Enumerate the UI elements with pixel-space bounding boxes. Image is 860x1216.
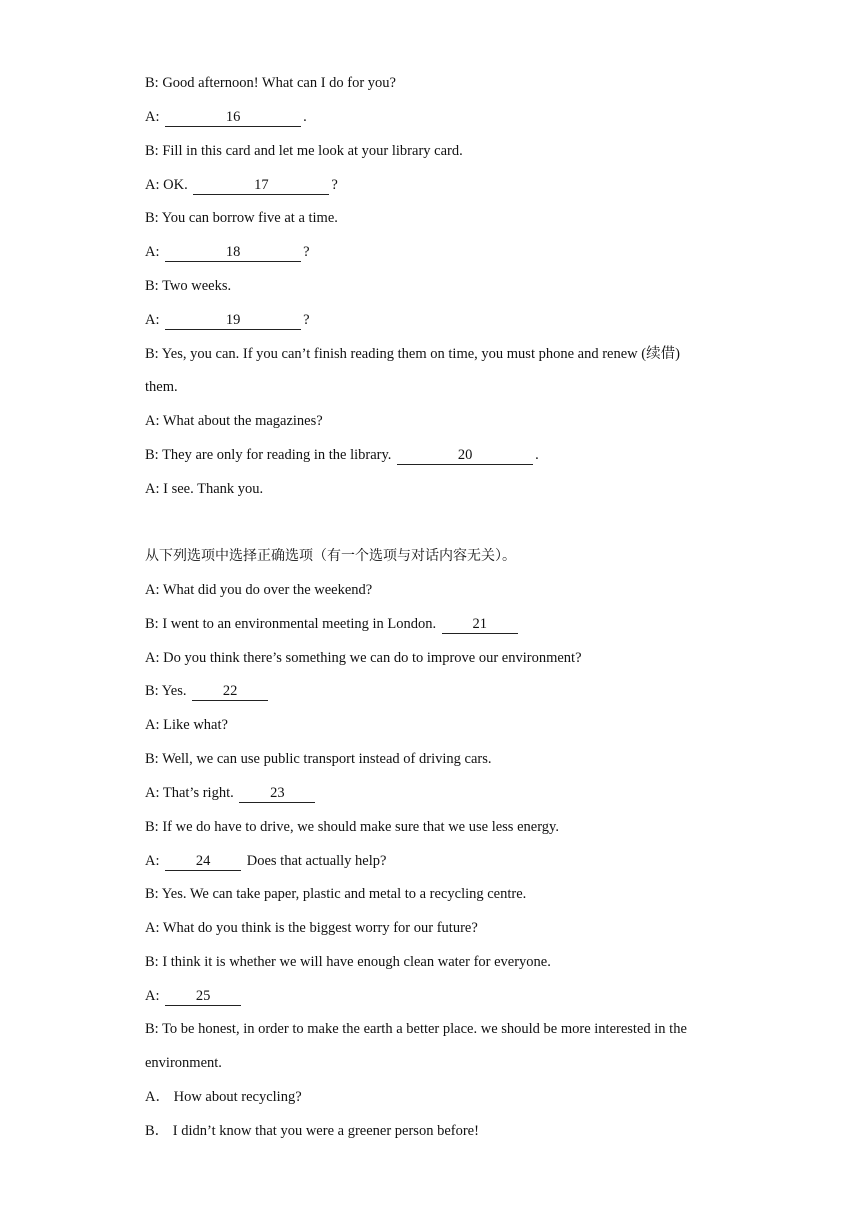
line-text: B: Two weeks. (145, 278, 232, 294)
blank-number: 25 (195, 988, 211, 1004)
speaker-label: A: (145, 244, 160, 260)
dialogue-line (145, 242, 310, 262)
speaker-label: A: (145, 853, 160, 869)
punctuation: ? (331, 177, 338, 193)
dialogue-line (145, 208, 338, 228)
dialogue-line (145, 952, 551, 972)
line-text: A: That’s right. (145, 785, 234, 801)
dialogue-line (145, 817, 559, 837)
speaker-label: A: (145, 109, 160, 125)
line-text: environment. (145, 1055, 222, 1071)
dialogue-line (145, 851, 386, 871)
dialogue-line (145, 377, 178, 397)
line-text: A: Do you think there’s something we can do to improve our environment? (145, 650, 582, 666)
answer-blank-17[interactable] (193, 177, 329, 195)
speaker-label: A: (145, 312, 160, 328)
blank-number: 22 (222, 683, 238, 699)
answer-blank-20[interactable] (397, 447, 533, 465)
answer-blank-19[interactable] (165, 312, 301, 330)
line-text: A: I see. Thank you. (145, 481, 264, 497)
line-text: B: Yes, you can. If you can’t finish reading them on time, you must phone and renew (续借) (145, 346, 680, 362)
line-text: Does that actually help? (246, 853, 387, 869)
line-text: A: What do you think is the biggest worry for our future? (145, 920, 478, 936)
line-text: B: You can borrow five at a time. (145, 210, 338, 226)
dialogue-line (145, 1053, 222, 1073)
answer-blank-24[interactable] (165, 853, 241, 871)
option-b (145, 1121, 479, 1141)
blank-number: 20 (457, 447, 473, 463)
instruction-label: 从下列选项中选择正确选项（有一个选项与对话内容无关）。 (145, 548, 516, 564)
line-text: B: Well, we can use public transport instead of driving cars. (145, 751, 492, 767)
line-text: A: Like what? (145, 717, 228, 733)
blank-number: 21 (472, 616, 488, 632)
dialogue-line (145, 276, 231, 296)
option-text: A． How about recycling? (145, 1089, 302, 1105)
answer-blank-18[interactable] (165, 244, 301, 262)
dialogue-line (145, 445, 539, 465)
dialogue-line (145, 783, 317, 803)
dialogue-line (145, 141, 463, 161)
dialogue-line (145, 310, 310, 330)
dialogue-line (145, 411, 323, 431)
line-text: B: To be honest, in order to make the earth a better place. we should be more interested in the (145, 1021, 687, 1037)
answer-blank-21[interactable] (442, 616, 518, 634)
dialogue-line (145, 479, 263, 499)
dialogue-line (145, 884, 526, 904)
answer-blank-22[interactable] (192, 683, 268, 701)
dialogue-line (145, 580, 372, 600)
instruction-text (145, 546, 516, 566)
dialogue-line (145, 681, 270, 701)
dialogue-line (145, 107, 307, 127)
line-text: B: I think it is whether we will have enough clean water for everyone. (145, 954, 551, 970)
line-text: A: What did you do over the weekend? (145, 582, 373, 598)
dialogue-line (145, 715, 228, 735)
punctuation: . (535, 447, 539, 463)
blank-number: 23 (270, 785, 285, 801)
dialogue-line (145, 175, 338, 195)
line-text: B: I went to an environmental meeting in London. (145, 616, 437, 632)
punctuation: ? (303, 312, 310, 328)
dialogue-line (145, 918, 478, 938)
line-text: A: What about the magazines? (145, 413, 323, 429)
line-text: B: If we do have to drive, we should make sure that we use less energy. (145, 819, 559, 835)
dialogue-line (145, 73, 396, 93)
answer-blank-23[interactable] (239, 785, 315, 803)
dialogue-line (145, 749, 491, 769)
line-text: B: They are only for reading in the library. (145, 447, 392, 463)
option-a (145, 1087, 302, 1107)
punctuation: . (303, 109, 307, 125)
line-text: B: Yes. (145, 683, 187, 699)
dialogue-line (145, 986, 243, 1006)
punctuation: ? (303, 244, 310, 260)
dialogue-line (145, 648, 582, 668)
blank-number: 19 (225, 312, 241, 328)
dialogue-line (145, 344, 680, 364)
answer-blank-25[interactable] (165, 988, 241, 1006)
dialogue-line (145, 1019, 687, 1039)
line-text: B: Yes. We can take paper, plastic and metal to a recycling centre. (145, 886, 527, 902)
line-text: B: Good afternoon! What can I do for you? (145, 75, 396, 91)
blank-number: 16 (225, 109, 241, 125)
blank-number: 24 (195, 853, 211, 869)
blank-number: 17 (254, 177, 269, 193)
line-text: A: OK. (145, 177, 188, 193)
speaker-label: A: (145, 988, 160, 1004)
option-text: B． I didn’t know that you were a greener person before! (145, 1123, 479, 1139)
line-text: B: Fill in this card and let me look at your library card. (145, 143, 463, 159)
answer-blank-16[interactable] (165, 109, 301, 127)
dialogue-line (145, 614, 520, 634)
blank-number: 18 (225, 244, 241, 260)
line-text: them. (145, 379, 178, 395)
